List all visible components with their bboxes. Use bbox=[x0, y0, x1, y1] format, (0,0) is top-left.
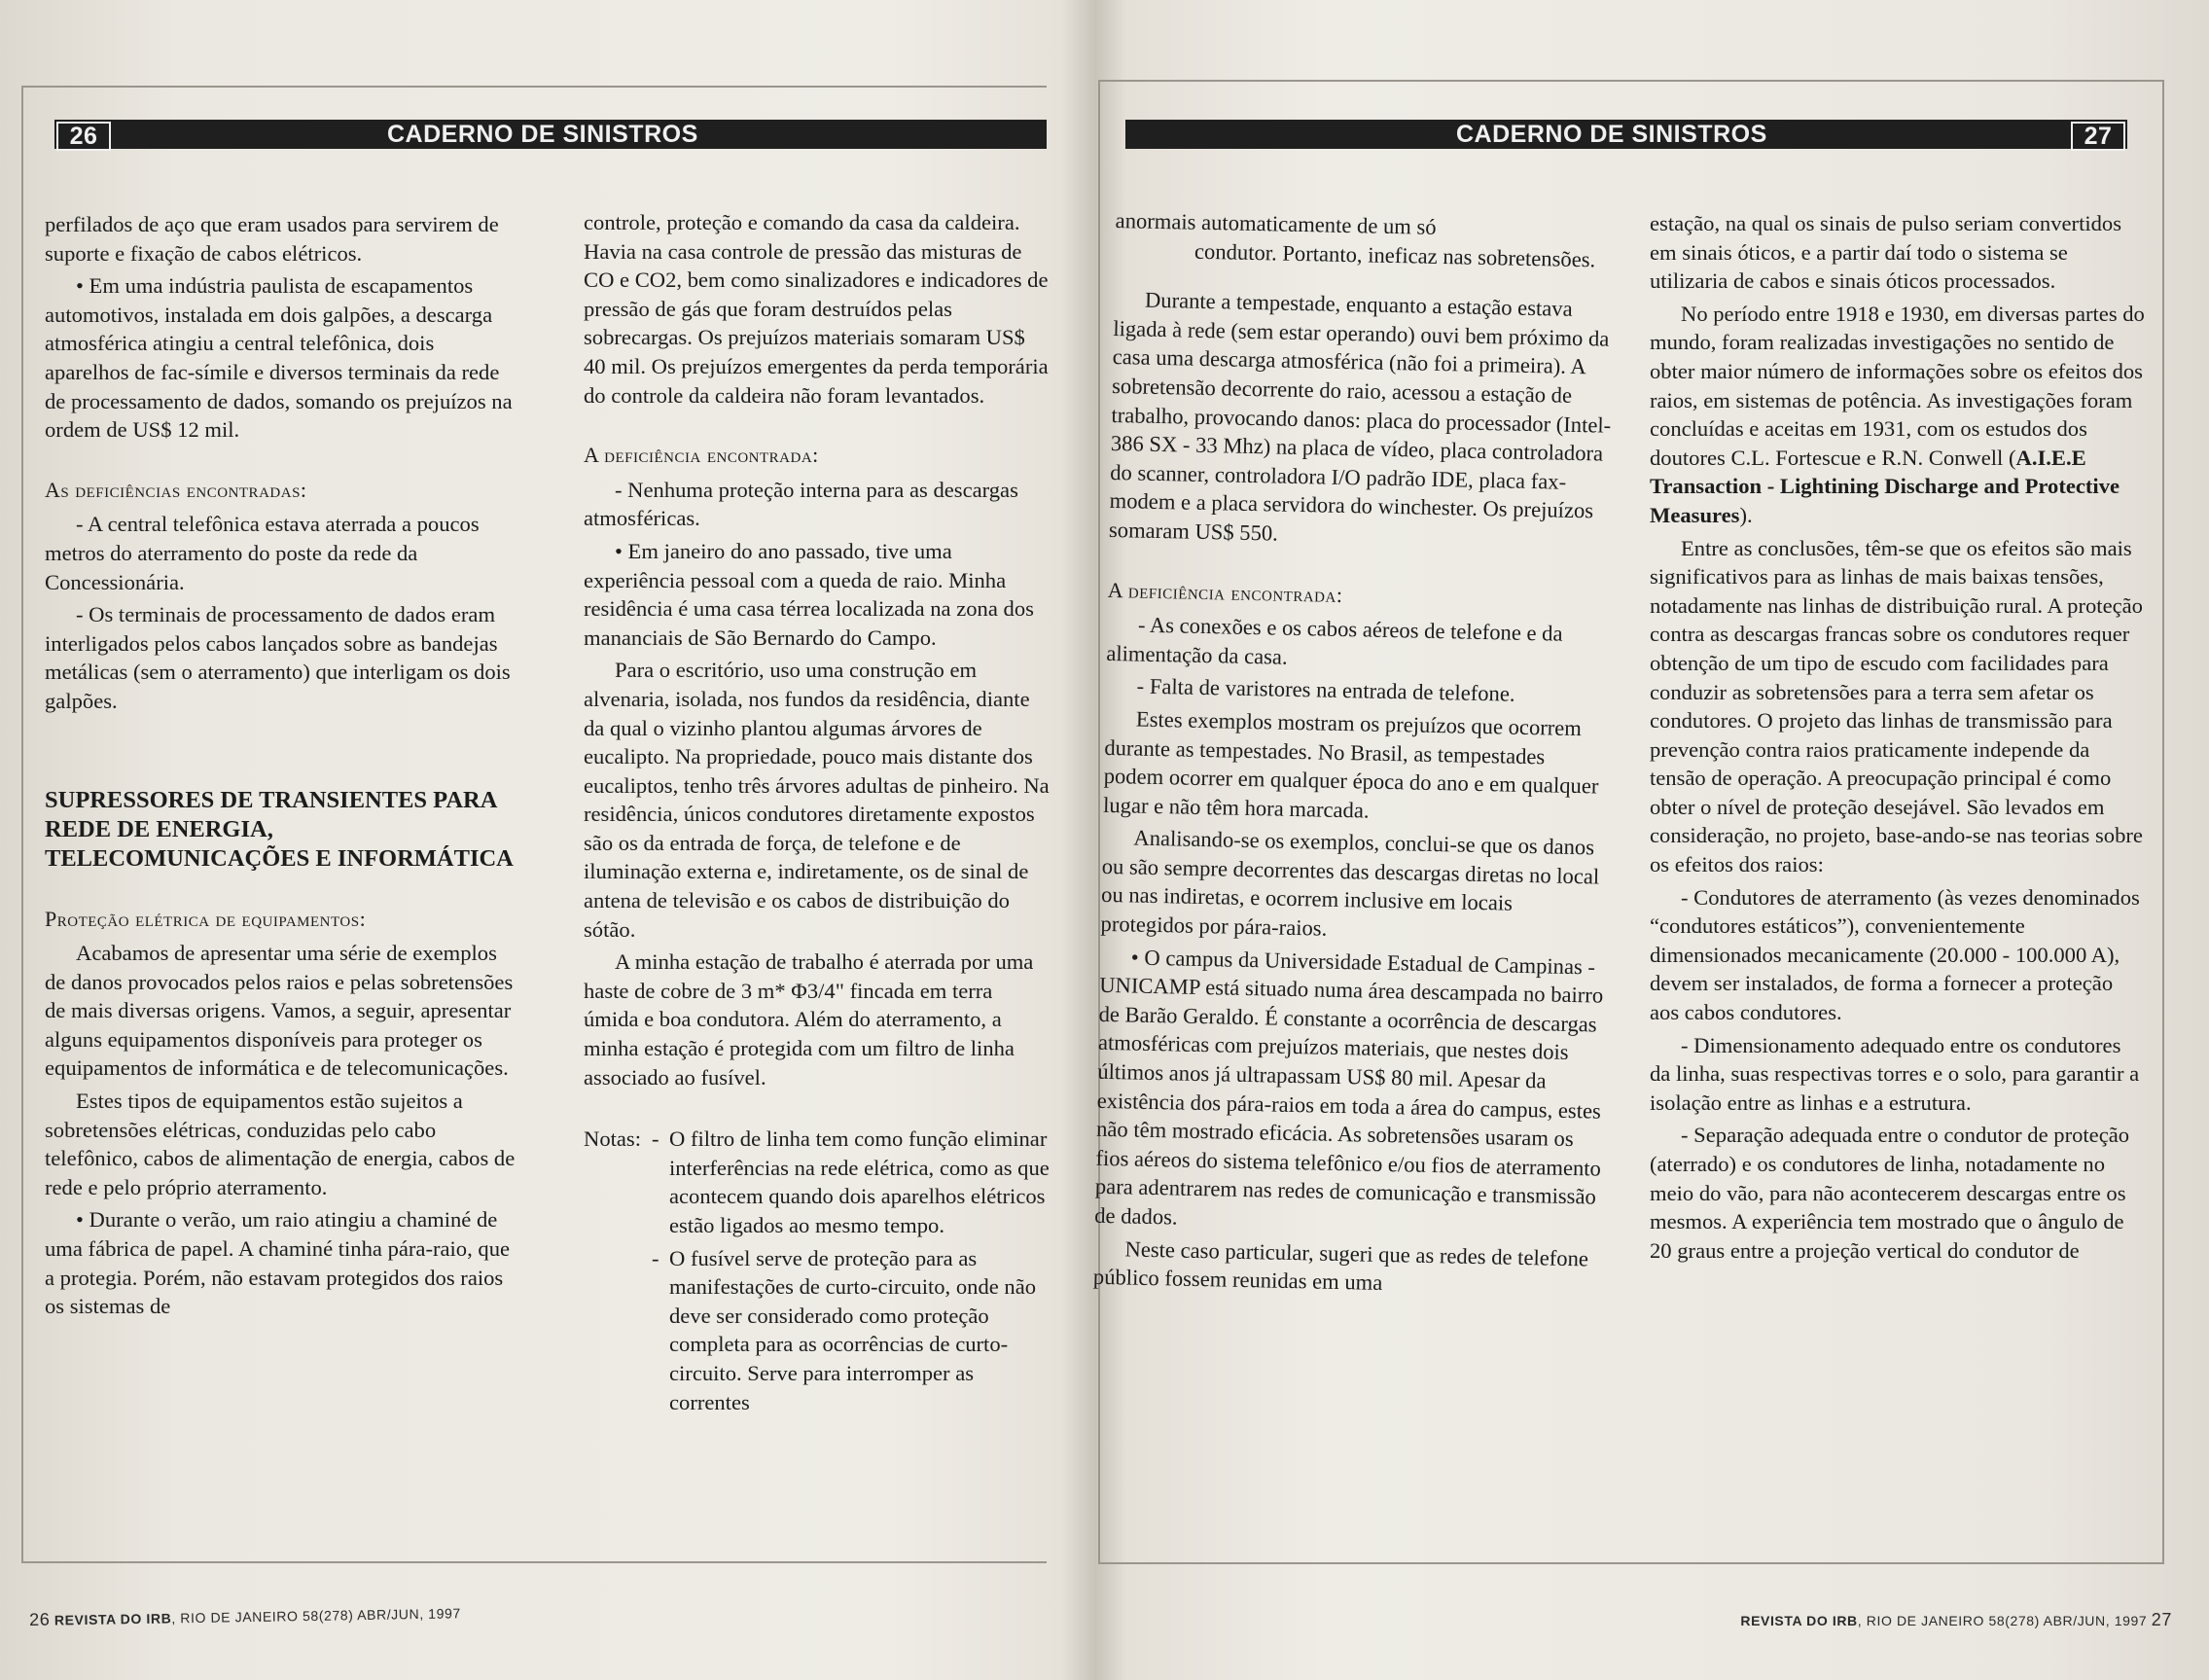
section-heading: As deficiências encontradas: bbox=[45, 477, 307, 502]
left-page bbox=[0, 0, 1094, 1680]
left-footer-info: RIO DE JANEIRO 58(278) ABR/JUN, 1997 bbox=[180, 1605, 461, 1626]
paragraph: anormais automaticamente de um só bbox=[1115, 207, 1437, 239]
note-text: O filtro de linha tem como função eliminar interferências na rede elétrica, como as que acontecem quando dois aparelhos elétricos estão ligados ao mesmo tempo. bbox=[669, 1126, 1050, 1237]
left-footer-page-number: 26 bbox=[29, 1609, 51, 1629]
paragraph: - Os terminais de processamento de dados eram interligados pelos cabos lançados sobre as bandejas metálicas (sem o aterramento) que interligam os dois galpões. bbox=[45, 602, 511, 713]
right-footer-publication: REVISTA DO IRB bbox=[1740, 1613, 1858, 1628]
paragraph: Entre as conclusões, têm-se que os efeitos são mais significativos para as linhas de mais baixas tensões, notadamente nas linhas de distribuição rural. A proteção contra as descargas francas sobre os condutores requer obtenção de um tipo de escudo com facilidades para conduzir as sobretensões para a terra sem afetar os condutores. O projeto das linhas de transmissão para prevenção contra raios praticamente independe da tensão de operação. A preocupação principal é como obter o nível de proteção desejável. São levados em consideração, no projeto, base-ando-se nas teorias sobre os efeitos dos raios: bbox=[1650, 535, 2143, 877]
notes-label: Notas: bbox=[584, 1126, 641, 1152]
left-header-title: CADERNO DE SINISTROS bbox=[387, 121, 698, 148]
paragraph: Para o escritório, uso uma construção em alvenaria, isolada, nos fundos da residência, diante da qual o vizinho plantou algumas árvores de eucalipto. Na propriedade, pouco mais distante dos eucaliptos, tenho três árvores adultas de pinheiro. Na residência, únicos condutores diretamente expostos são os da entrada de força, de telefone e de iluminação externa e, indiretamente, os de sinal de antena de televisão e os cabos de distribuição do sótão. bbox=[584, 658, 1050, 942]
left-column-1 bbox=[45, 210, 521, 1325]
right-header-bar bbox=[1125, 120, 2127, 149]
paragraph: - A central telefônica estava aterrada a poucos metros do aterramento do poste da rede da Concessionária. bbox=[45, 512, 480, 594]
paragraph: - As conexões e os cabos aéreos de telefone e da alimentação da casa. bbox=[1106, 612, 1563, 669]
left-footer-publication: REVISTA DO IRB bbox=[53, 1610, 172, 1628]
left-footer: 26 REVISTA DO IRB, RIO DE JANEIRO 58(278) ABR/JUN, 1997 bbox=[29, 1605, 461, 1629]
paragraph: • Em janeiro do ano passado, tive uma experiência pessoal com a queda de raio. Minha residência é uma casa térrea localizada na zona dos mananciais de São Bernardo do Campo. bbox=[584, 538, 1034, 650]
right-header-title: CADERNO DE SINISTROS bbox=[1456, 121, 1767, 148]
section-heading: A deficiência encontrada: bbox=[584, 443, 819, 468]
paragraph: A minha estação de trabalho é aterrada por uma haste de cobre de 3 m* Φ3/4" fincada em terra úmida e boa condutora. Além do aterramento, a minha estação é protegida com um filtro de linha associado ao fusível. bbox=[584, 949, 1034, 1090]
left-header-page-number: 26 bbox=[56, 122, 111, 151]
paragraph: - Separação adequada entre o condutor de proteção (aterrado) e os condutores de linha, notadamente no meio do vão, para não acontecerem descargas entre os mesmos. A experiência tem mostrado que o ângulo de 20 graus entre a projeção vertical do condutor de bbox=[1650, 1123, 2130, 1263]
section-heading: Proteção elétrica de equipamentos: bbox=[45, 906, 367, 931]
paragraph: condutor. Portanto, ineficaz nas sobretensões. bbox=[1194, 238, 1596, 271]
paragraph: Neste caso particular, sugeri que as redes de telefone público fossem reunidas em uma bbox=[1092, 1236, 1589, 1296]
note-text: O fusível serve de proteção para as manifestações de curto-circuito, onde não deve ser considerado como proteção completa para as ocorrências de curto-circuito. Serve para interromper as correntes bbox=[669, 1245, 1037, 1414]
left-header-bar bbox=[54, 120, 1047, 149]
paragraph bbox=[1650, 300, 2146, 530]
paragraph: • Durante o verão, um raio atingiu a chaminé de uma fábrica de papel. A chaminé tinha pára-raio, que a protegia. Porém, não estavam protegidos dos raios os sistemas de bbox=[45, 1207, 511, 1319]
paragraph: - Falta de varistores na entrada de telefone. bbox=[1136, 673, 1515, 707]
paragraph: controle, proteção e comando da casa da caldeira. Havia na casa controle de pressão das misturas de CO e CO2, bem como sinalizadores e indicadores de pressão de gás que foram destruídos pelas sobrecargas. Os prejuízos materiais somaram US$ 40 mil. Os prejuízos emergentes da perda temporária do controle da caldeira não foram levantados. bbox=[584, 210, 1049, 408]
notes-block bbox=[584, 1125, 1051, 1420]
left-column-2 bbox=[584, 208, 1051, 1420]
paragraph: Estes tipos de equipamentos estão sujeitos a sobretensões elétricas, conduzidas pelo cabo telefônico, cabos de alimentação de energia, cabos de rede e pelo próprio aterramento. bbox=[45, 1089, 516, 1199]
note-item bbox=[652, 1244, 1051, 1417]
section-heading: A deficiência encontrada: bbox=[1107, 577, 1343, 607]
paragraph-text: No período entre 1918 e 1930, em diversas partes do mundo, foram realizadas investigações no sentido de obter maior número de informações sobre os efeitos dos raios, em sistemas de potência. As investigações foram concluídas e aceitas em 1931, com os estudos dos doutores C.L. Fortescue e R.N. Conwell ( bbox=[1650, 301, 2145, 470]
paragraph-text: ). bbox=[1739, 502, 1753, 527]
paragraph: Acabamos de apresentar uma série de exemplos de danos provocados pelos raios e pelas sobretensões de mais diversas origens. Vamos, a seguir, apresentar alguns equipamentos disponíveis para proteger os equipamentos de informática e de telecomunicações. bbox=[45, 941, 514, 1081]
notes-list bbox=[652, 1125, 1051, 1420]
right-column-1 bbox=[1093, 206, 1621, 1305]
right-footer-page-number: 27 bbox=[2151, 1610, 2172, 1629]
main-heading: SUPRESSORES DE TRANSIENTES PARA REDE DE ENERGIA, TELECOMUNICAÇÕES E INFORMÁTICA bbox=[45, 786, 514, 872]
note-item bbox=[652, 1125, 1051, 1239]
paragraph: - Nenhuma proteção interna para as descargas atmosféricas. bbox=[584, 477, 1018, 531]
paragraph: • Em uma indústria paulista de escapamentos automotivos, instalada em dois galpões, a descarga atmosférica atingiu a central telefônica, dois aparelhos de fac-símile e diversos terminais da rede de processamento de dados, somando os prejuízos na ordem de US$ 12 mil. bbox=[45, 273, 513, 443]
paragraph: perfilados de aço que eram usados para servirem de suporte e fixação de cabos elétricos. bbox=[45, 212, 499, 266]
right-footer-info: RIO DE JANEIRO 58(278) ABR/JUN, 1997 bbox=[1866, 1613, 2148, 1628]
paragraph: Durante a tempestade, enquanto a estação estava ligada à rede (sem estar operando) ouvi bem próximo da casa uma descarga atmosférica (não foi a primeira). A sobretensão decorrente do raio, acessou a estação de trabalho, provocando danos: placa do processador (Intel-386 SX - 33 Mhz) na placa de vídeo, placa controladora do scanner, controladora I/O padrão IDE, placa fax-modem e a placa servidora do winchester. Os prejuízos somaram US$ 550. bbox=[1108, 287, 1612, 546]
reference-title: A.I.E.E Transaction - Lightining Discharge and Protective Measures bbox=[1650, 445, 2120, 527]
note-dash: - bbox=[652, 1245, 659, 1270]
right-column-2 bbox=[1650, 209, 2146, 1269]
paragraph: Estes exemplos mostram os prejuízos que ocorrem durante as tempestades. No Brasil, as tempestades podem ocorrer em qualquer época do ano e em qualquer lugar e não têm hora marcada. bbox=[1102, 706, 1599, 823]
paragraph: Analisando-se os exemplos, conclui-se que os danos ou são sempre decorrentes das descargas diretas no local ou nas indiretas, e ocorrem inclusive em locais protegidos por pára-raios. bbox=[1100, 825, 1600, 941]
right-footer: REVISTA DO IRB, RIO DE JANEIRO 58(278) ABR/JUN, 1997 27 bbox=[1740, 1610, 2172, 1629]
right-page bbox=[1094, 0, 2209, 1680]
paragraph: • O campus da Universidade Estadual de Campinas - UNICAMP está situado numa área descampada no bairro de Barão Geraldo. É constante a ocorrência de descargas atmosféricas com prejuízos materiais, que nestes dois últimos anos já ultrapassam US$ 80 mil. Apesar da existência dos pára-raios em toda a área do campus, estes não têm mostrado eficácia. As sobretensões usaram os fios aéreos do sistema telefônico e/ou fios de aterramento para adentrarem nas redes de comunicação e transmissão de dados. bbox=[1094, 945, 1604, 1230]
right-header-page-number: 27 bbox=[2071, 122, 2125, 151]
paragraph: estação, na qual os sinais de pulso seriam convertidos em sinais óticos, e a partir daí todo o sistema se utilizaria de cabos e sinais óticos processados. bbox=[1650, 211, 2122, 294]
note-dash: - bbox=[652, 1126, 659, 1152]
paragraph: - Dimensionamento adequado entre os condutores da linha, suas respectivas torres e o solo, para garantir a isolação entre as linhas e a estrutura. bbox=[1650, 1032, 2140, 1115]
paragraph: - Condutores de aterramento (às vezes denominados “condutores estáticos”), convenientemente dimensionados mecanicamente (20.000 - 100.000 A), devem ser instalados, de forma a fornecer a proteção aos cabos condutores. bbox=[1650, 884, 2140, 1025]
